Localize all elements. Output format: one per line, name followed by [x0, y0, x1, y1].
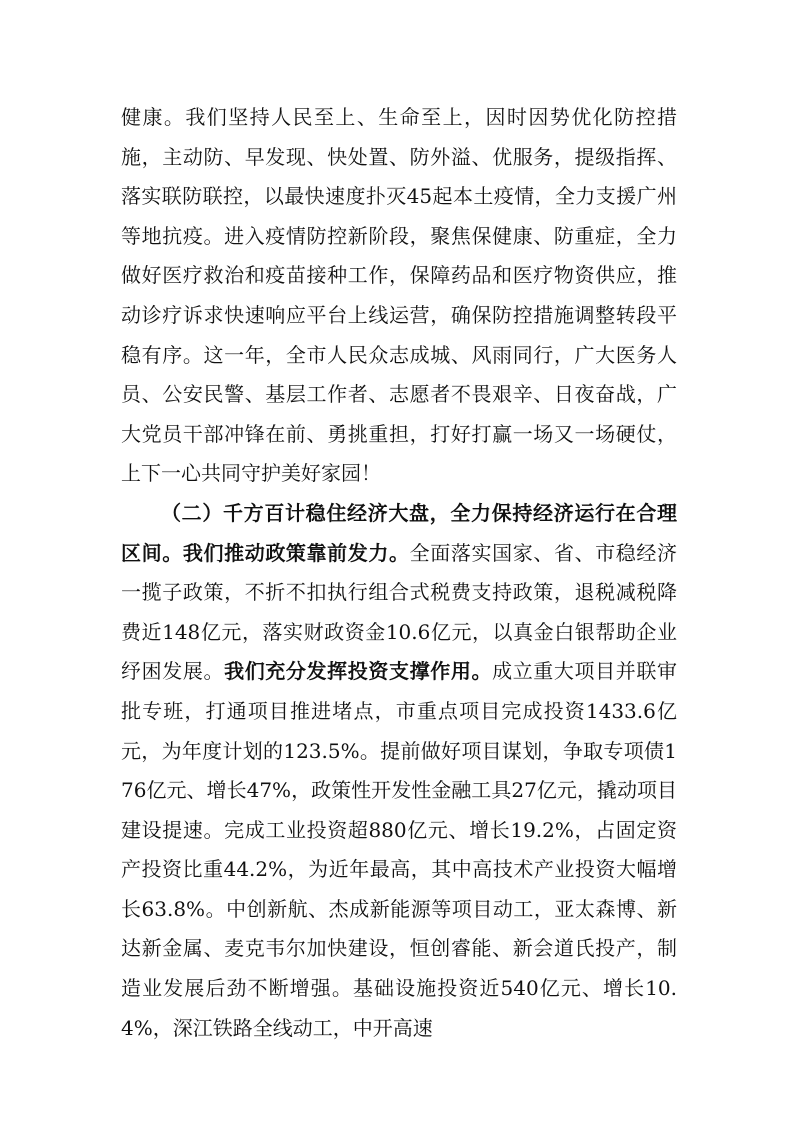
text-run: 进入疫情防控新阶段，聚焦保健康、防重症，全力做好医疗救治和疫苗接种工作，保障药品和医疗物资供应，推动诊疗诉求快速响应平台上线运营，确保防控措施调整转段平稳有序。这一年，全市人民众志成城、风雨同行，广大医务人员、公安民警、基层工作者、志愿者不畏艰辛、日夜奋战，广大党员干部冲锋在前、勇挑重担，打好打赢一场又一场硬仗，上下一心共同守护美好家园！ [121, 223, 678, 486]
emphasis-sentence: 我们充分发挥投资支撑作用。 [224, 659, 493, 684]
emphasis-sentence: 我们推动政策靠前发力。 [182, 540, 410, 565]
text-run: 成立重大项目并联审批专班，打通项目推进堵点，市重点项目完成投资1433.6亿元，为年度计划的123.5%。提前做好项目谋划，争取专项债176亿元、增长47%，政策性开发性金融工具27亿元，撬动项目建设提速。完成工业投资超880亿元、增长19.2%，占固定资产投资比重44.2%，为近年最高，其中高技术产业投资大幅增长63.8%。中创新航、杰成新能源等项目动工，亚太森博、新达新金属、麦克韦尔加快建设，恒创睿能、新会道氏投产，制造业发展后劲不断增强。基础设施投资近540亿元、增长10.4%，深江铁路全线动工，中开高速 [121, 659, 678, 1040]
text-run: 全面落实国家、省、市稳经济一揽子政策，不折不扣执行组合式税费支持政策，退税减税降费近148亿元，落实财政资金10.6亿元，以真金白银帮助企业纾困发展。 [121, 540, 678, 684]
section-heading: （二）千方百计稳住经济大盘，全力保持经济运行在合理区间。 [121, 500, 677, 565]
paragraph-epidemic-control [121, 98, 677, 494]
body-text [121, 98, 677, 1048]
paragraph-economy [121, 494, 677, 1048]
text-run: 健康。我们坚持人民至上、生命至上， [121, 105, 486, 129]
text-run: 因时因势优化防控措施，主动防、早发现、快处置、防外溢、优服务，提级指挥、落实联防联控，以最快速度扑灭45起本土疫情，全力支援广州等地抗疫。 [121, 105, 678, 248]
